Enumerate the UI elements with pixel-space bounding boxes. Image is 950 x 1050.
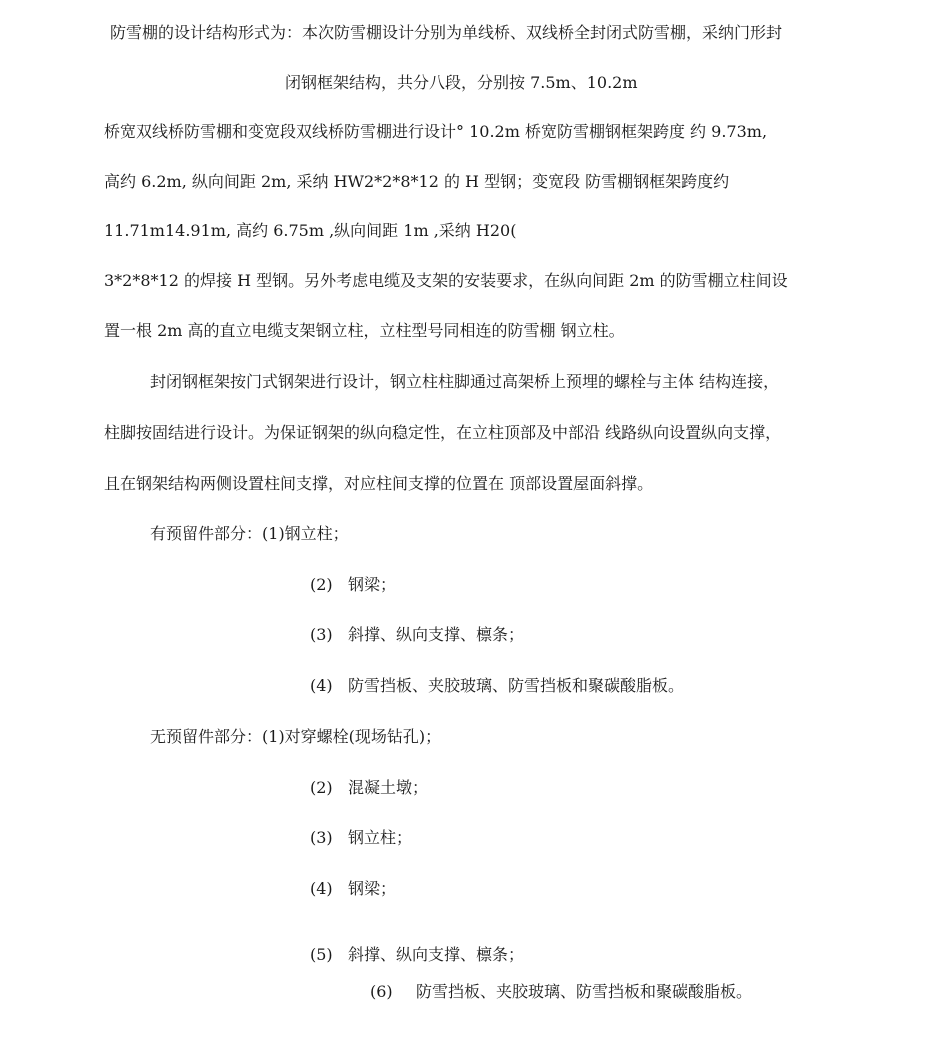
item-number: (4) — [310, 676, 333, 695]
paragraph-1-line-6: 3*2*8*12 的焊接 H 型钢。另外考虑电缆及支架的安装要求，在纵向间距 2m 的防雪棚立柱间设 — [104, 271, 788, 290]
item-number: (2) — [310, 575, 333, 594]
with-embedded-item-4 — [310, 676, 684, 696]
without-embedded-item-5 — [310, 945, 524, 965]
without-embedded-item-1: (1)对穿螺栓(现场钻孔)； — [262, 727, 442, 746]
item-number: (4) — [310, 879, 333, 898]
paragraph-1-line-1: 防雪棚的设计结构形式为：本次防雪棚设计分别为单线桥、双线桥全封闭式防雪棚，采纳门形封 — [110, 23, 783, 42]
paragraph-1-line-2: 闭钢框架结构，共分八段，分别按 7.5m、10.2m — [285, 73, 638, 92]
paragraph-1-line-4: 高约 6.2m, 纵向间距 2m, 采纳 HW2*2*8*12 的 H 型钢；变宽段 防雪棚钢框架跨度约 — [104, 172, 730, 191]
item-number: (5) — [310, 945, 333, 964]
item-text: 斜撑、纵向支撑、檩条； — [348, 945, 525, 964]
without-embedded-item-4 — [310, 879, 396, 899]
item-text: 防雪挡板、夹胶玻璃、防雪挡板和聚碳酸脂板。 — [416, 982, 753, 1001]
with-embedded-parts-label: 有预留件部分： — [150, 524, 263, 543]
item-number: (3) — [310, 625, 333, 644]
without-embedded-parts-heading — [150, 727, 441, 747]
item-number: (6) — [370, 982, 393, 1001]
item-number: (3) — [310, 828, 333, 847]
item-text: 钢梁； — [348, 879, 397, 898]
without-embedded-item-3 — [310, 828, 412, 848]
with-embedded-item-3 — [310, 625, 524, 645]
paragraph-1-line-7: 置一根 2m 高的直立电缆支架钢立柱，立柱型号同相连的防雪棚 钢立柱。 — [104, 321, 625, 340]
with-embedded-item-2 — [310, 575, 396, 595]
item-text: 防雪挡板、夹胶玻璃、防雪挡板和聚碳酸脂板。 — [348, 676, 685, 695]
paragraph-2-line-3: 且在钢架结构两侧设置柱间支撑，对应柱间支撑的位置在 顶部设置屋面斜撑。 — [104, 474, 654, 493]
item-text: 钢立柱； — [348, 828, 413, 847]
item-text: 钢梁； — [348, 575, 397, 594]
with-embedded-parts-heading — [150, 524, 349, 544]
without-embedded-item-2 — [310, 778, 428, 798]
item-number: (2) — [310, 778, 333, 797]
item-text: 斜撑、纵向支撑、檩条； — [348, 625, 525, 644]
paragraph-1-line-5: 11.71m14.91m, 高约 6.75m ,纵向间距 1m ,采纳 H20( — [104, 221, 517, 240]
without-embedded-item-6 — [370, 982, 752, 1002]
with-embedded-item-1: (1)钢立柱； — [262, 524, 349, 543]
without-embedded-parts-label: 无预留件部分： — [150, 727, 263, 746]
paragraph-2-line-2: 柱脚按固结进行设计。为保证钢架的纵向稳定性，在立柱顶部及中部沿 线路纵向设置纵向支撑， — [104, 423, 782, 442]
paragraph-2-line-1: 封闭钢框架按门式钢架进行设计，钢立柱柱脚通过高架桥上预埋的螺栓与主体 结构连接， — [150, 372, 780, 391]
paragraph-1-line-3: 桥宽双线桥防雪棚和变宽段双线桥防雪棚进行设计° 10.2m 桥宽防雪棚钢框架跨度 约 9.73m, — [104, 122, 768, 141]
item-text: 混凝土墩； — [348, 778, 429, 797]
